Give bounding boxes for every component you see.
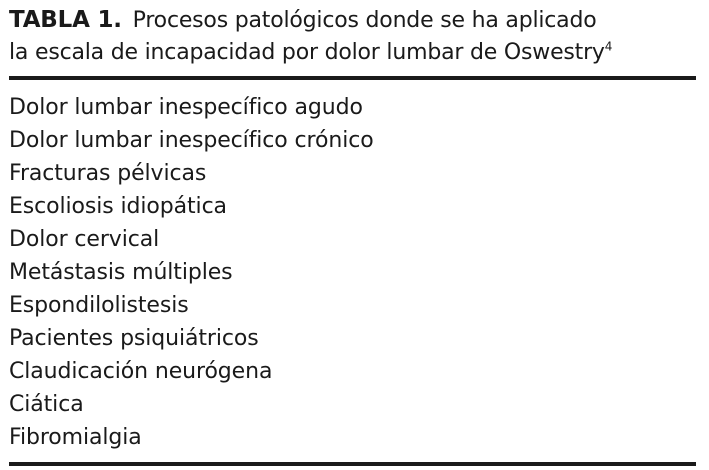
table-bottom-rule <box>9 462 696 466</box>
caption-text-1: Procesos patológicos donde se ha aplicado <box>132 8 597 33</box>
table-row: Fracturas pélvicas <box>9 161 207 186</box>
table-row: Espondilolistesis <box>9 293 189 318</box>
caption-line-2 <box>9 37 696 69</box>
table-body <box>9 80 696 462</box>
table-row: Claudicación neurógena <box>9 359 273 384</box>
table-row: Pacientes psiquiátricos <box>9 326 259 351</box>
table-row: Escoliosis idiopática <box>9 194 227 219</box>
caption-line-1 <box>9 4 696 37</box>
table-row: Dolor lumbar inespecífico crónico <box>9 128 374 153</box>
caption-reference: 4 <box>604 39 613 54</box>
table-row: Ciática <box>9 392 84 417</box>
table-caption <box>9 4 696 69</box>
table-row: Dolor lumbar inespecífico agudo <box>9 95 363 120</box>
table-figure <box>9 4 696 466</box>
table-label: TABLA 1. <box>9 7 122 33</box>
caption-text-2: la escala de incapacidad por dolor lumbar de Oswestry <box>9 40 605 65</box>
table-row: Fibromialgia <box>9 425 142 450</box>
table-row: Dolor cervical <box>9 227 160 252</box>
table-row: Metástasis múltiples <box>9 260 233 285</box>
